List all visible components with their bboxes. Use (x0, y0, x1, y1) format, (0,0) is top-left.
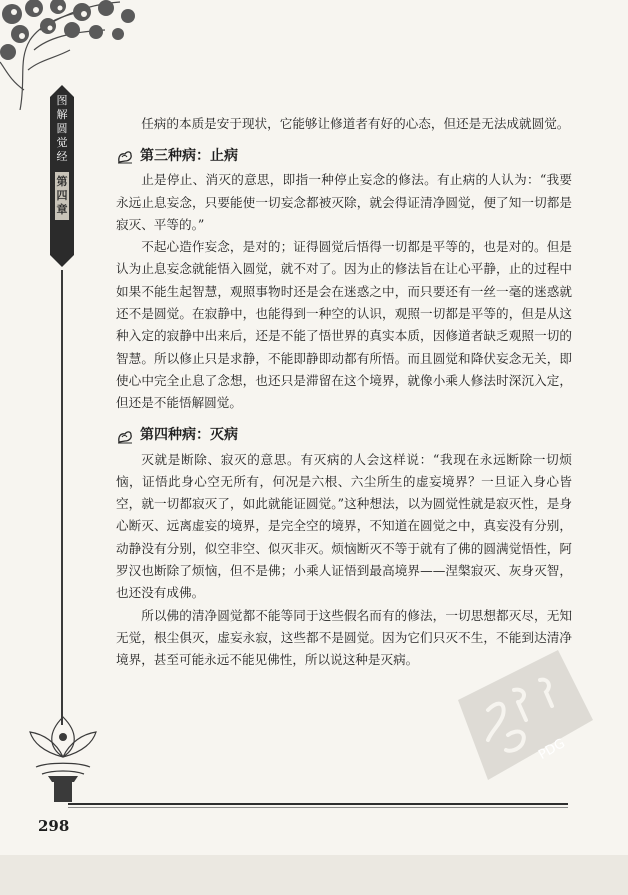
section-3-paragraph-1: 止是停止、消灭的意思，即指一种停止妄念的修法。有止病的人认为：“我要永远止息妄念，只要能使一切妄念都被灭除，就会得证清净圆觉，便了知一切都是寂灭、平等的。” (116, 172, 572, 232)
section-4-paragraph-1: 灭就是断除、寂灭的意思。有灭病的人会这样说：“我现在永远断除一切烦恼，证悟此身心空无所有，何况是六根、六尘所生的虚妄境界？一旦证入身心皆空，就一切都寂灭了，如此就能证圆觉。”这种想法，以为圆觉性就是寂灭性，是身心断灭、远离虚妄的境界，是完全空的境界，不知道在圆觉之中，真妄没有分别，动静没有分别，似空非空、似灭非灭。烦恼断灭不等于就有了佛的圆满觉悟性，阿罗汉也断除了烦恼，但不是佛；小乘人证悟到最高境界——涅槃寂灭、灰身灭智，也还没有成佛。 (116, 451, 572, 601)
footer-rule-thin (68, 807, 568, 808)
section-heading-4-text: 第四种病：灭病 (140, 427, 238, 444)
lotus-hand-icon (116, 147, 134, 165)
section-4-paragraph-2: 所以佛的清净圆觉都不能等同于这些假名而有的修法，一切思想都灭尽，无知无觉，根尘俱灭，虚妄永寂，这些都不是圆觉。因为它们只灭不生，不能到达清净境界，甚至可能永远不能见佛性，所以说这种是灭病。 (116, 607, 572, 668)
chapter-label-vertical: 第四章 (55, 172, 69, 220)
side-vertical-line (61, 270, 63, 725)
page-bottom-strip (0, 855, 628, 895)
page-number: 298 (38, 817, 70, 835)
section-heading-3 (116, 143, 572, 169)
section-3-paragraph-2: 不起心造作妄念，是对的；证得圆觉后悟得一切都是平等的，也是对的。但是认为止息妄念就能悟入圆觉，就不对了。因为止的修法旨在让心平静，止的过程中如果不能生起智慧，观照事物时还是会在迷惑之中，而只要还有一丝一毫的迷惑就还不是圆觉。在寂静中，也能得到一种空的认识，观照一切都是平等的，但是从这种入定的寂静中出来后，还是不能了悟世界的真实本质，因修道者缺乏观照一切的智慧。所以修止只是求静，不能即静即动都有所悟。而且圆觉和降伏妄念无关，即使心中完全止息了念想，也还只是滞留在这个境界，就像小乘人修法时深沉入定，但还是不能悟解圆觉。 (116, 239, 572, 411)
lotus-hand-icon (116, 427, 134, 445)
watermark-label: PDG (536, 736, 568, 763)
pdg-watermark (448, 640, 598, 790)
footer-rule (68, 803, 568, 805)
book-title-vertical: 图解圆觉经 (56, 94, 68, 163)
intro-paragraph: 任病的本质是安于现状，它能够让修道者有好的心态，但还是无法成就圆觉。 (141, 116, 570, 131)
lotus-ornament (28, 712, 98, 807)
section-heading-4 (116, 423, 572, 449)
body-text (116, 113, 572, 672)
section-heading-3-text: 第三种病：止病 (140, 148, 238, 165)
side-tab (52, 88, 72, 268)
